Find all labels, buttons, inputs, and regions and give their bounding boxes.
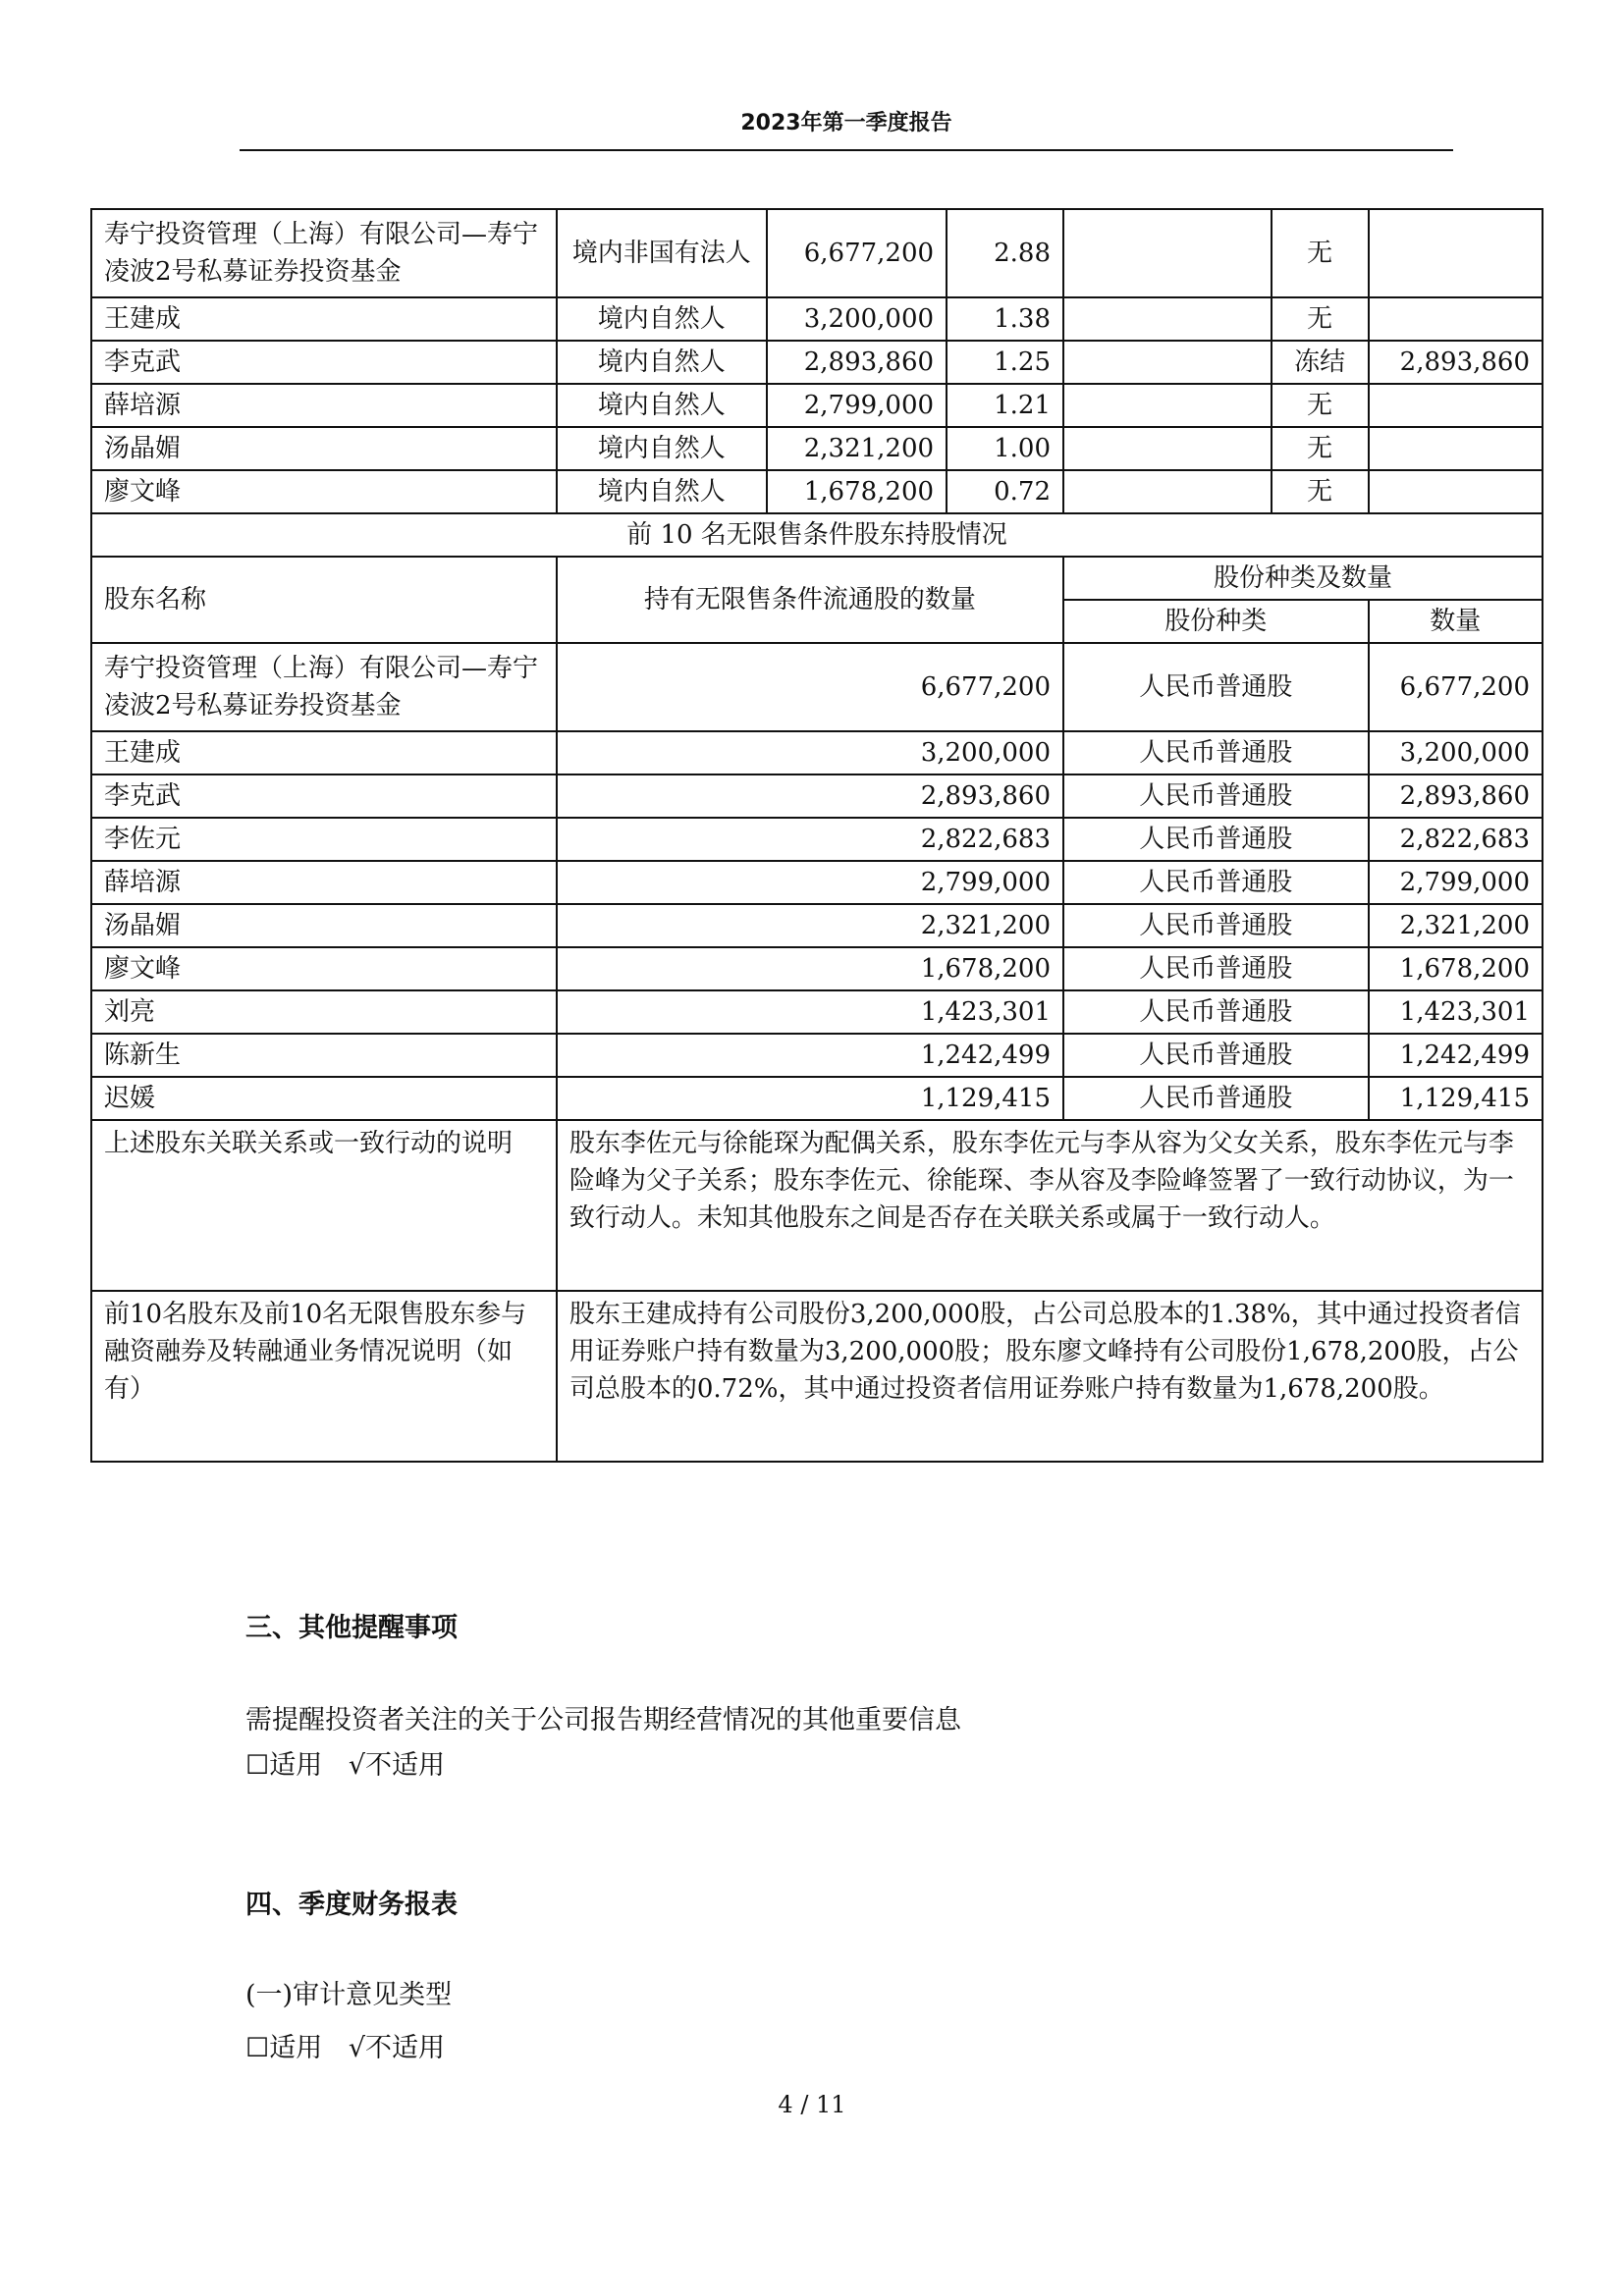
share-amount: 1,678,200 xyxy=(1369,947,1543,990)
table-row xyxy=(91,818,1543,861)
unrestricted-qty: 2,799,000 xyxy=(557,861,1063,904)
holder-nature: 境内自然人 xyxy=(557,297,767,341)
table-row xyxy=(91,1077,1543,1120)
holder-restricted xyxy=(1063,341,1272,384)
holder-name: 汤晶媚 xyxy=(91,427,557,470)
header-rule xyxy=(240,149,1453,151)
page-header: 2023年第一季度报告 xyxy=(740,111,952,135)
unrestricted-qty: 1,129,415 xyxy=(557,1077,1063,1120)
holder-ratio: 1.25 xyxy=(947,341,1063,384)
holder-ratio: 1.21 xyxy=(947,384,1063,427)
table-row xyxy=(91,470,1543,513)
unrestricted-qty: 1,678,200 xyxy=(557,947,1063,990)
relation-label: 上述股东关联关系或一致行动的说明 xyxy=(91,1120,557,1291)
shareholder-table xyxy=(90,208,1543,1463)
holder-name: 廖文峰 xyxy=(91,947,557,990)
holder-ratio: 1.00 xyxy=(947,427,1063,470)
col-holder-name: 股东名称 xyxy=(91,557,557,643)
share-amount: 1,423,301 xyxy=(1369,990,1543,1034)
share-type: 人民币普通股 xyxy=(1063,731,1369,774)
holder-name: 廖文峰 xyxy=(91,470,557,513)
holder-name: 陈新生 xyxy=(91,1034,557,1077)
unrestricted-title: 前 10 名无限售条件股东持股情况 xyxy=(91,513,1543,557)
holder-shares: 3,200,000 xyxy=(767,297,947,341)
table-row xyxy=(91,341,1543,384)
holder-shares: 2,893,860 xyxy=(767,341,947,384)
margin-text: 股东王建成持有公司股份3,200,000股，占公司总股本的1.38%，其中通过投资者信用证券账户持有数量为3,200,000股；股东廖文峰持有公司股份1,678,200股，占公司总股本的0.72%，其中通过投资者信用证券账户持有数量为1,678,200股。 xyxy=(557,1291,1543,1462)
holder-shares: 1,678,200 xyxy=(767,470,947,513)
share-type: 人民币普通股 xyxy=(1063,774,1369,818)
holder-nature: 境内自然人 xyxy=(557,341,767,384)
holder-pledge-status: 无 xyxy=(1272,384,1369,427)
section4-option-not-applicable[interactable]: √不适用 xyxy=(348,2033,446,2063)
holder-restricted xyxy=(1063,470,1272,513)
holder-restricted xyxy=(1063,384,1272,427)
section3-option-applicable[interactable]: ☐适用 xyxy=(245,1750,323,1781)
share-type: 人民币普通股 xyxy=(1063,643,1369,731)
share-type: 人民币普通股 xyxy=(1063,861,1369,904)
unrestricted-section xyxy=(91,513,1543,643)
share-type: 人民币普通股 xyxy=(1063,904,1369,947)
table-row xyxy=(91,643,1543,731)
section3-option-not-applicable[interactable]: √不适用 xyxy=(348,1750,446,1781)
table-row xyxy=(91,990,1543,1034)
table-row xyxy=(91,904,1543,947)
holder-name: 薛培源 xyxy=(91,861,557,904)
holder-nature: 境内自然人 xyxy=(557,384,767,427)
page-number: 4 / 11 xyxy=(778,2091,846,2118)
holder-name: 王建成 xyxy=(91,297,557,341)
section3-text: 需提醒投资者关注的关于公司报告期经营情况的其他重要信息 xyxy=(245,1705,961,1735)
holder-name: 李克武 xyxy=(91,774,557,818)
table-row xyxy=(91,209,1543,297)
unrestricted-qty: 1,423,301 xyxy=(557,990,1063,1034)
col-share-type: 股份种类 xyxy=(1063,600,1369,643)
table-row xyxy=(91,384,1543,427)
unrestricted-qty: 1,242,499 xyxy=(557,1034,1063,1077)
holder-name: 寿宁投资管理（上海）有限公司—寿宁凌波2号私募证券投资基金 xyxy=(91,209,557,297)
unrestricted-qty: 2,893,860 xyxy=(557,774,1063,818)
share-type: 人民币普通股 xyxy=(1063,1077,1369,1120)
share-amount: 6,677,200 xyxy=(1369,643,1543,731)
holder-nature: 境内自然人 xyxy=(557,470,767,513)
table-row xyxy=(91,297,1543,341)
holder-nature: 境内自然人 xyxy=(557,427,767,470)
unrestricted-qty: 3,200,000 xyxy=(557,731,1063,774)
holder-ratio: 1.38 xyxy=(947,297,1063,341)
unrestricted-qty: 2,822,683 xyxy=(557,818,1063,861)
holder-shares: 6,677,200 xyxy=(767,209,947,297)
col-unrestricted-qty: 持有无限售条件流通股的数量 xyxy=(557,557,1063,643)
holder-pledge-status: 无 xyxy=(1272,209,1369,297)
holder-shares: 2,321,200 xyxy=(767,427,947,470)
holder-name: 寿宁投资管理（上海）有限公司—寿宁凌波2号私募证券投资基金 xyxy=(91,643,557,731)
holder-name: 薛培源 xyxy=(91,384,557,427)
holder-pledge-status: 冻结 xyxy=(1272,341,1369,384)
section4-option-applicable[interactable]: ☐适用 xyxy=(245,2033,323,2063)
holder-restricted xyxy=(1063,209,1272,297)
section3-options xyxy=(245,1743,462,1782)
share-type: 人民币普通股 xyxy=(1063,947,1369,990)
share-type: 人民币普通股 xyxy=(1063,990,1369,1034)
unrestricted-qty: 2,321,200 xyxy=(557,904,1063,947)
section4-title: 四、季度财务报表 xyxy=(245,1890,458,1920)
holder-restricted xyxy=(1063,427,1272,470)
holder-pledge-status: 无 xyxy=(1272,297,1369,341)
section4-options xyxy=(245,2026,462,2064)
table-row xyxy=(91,731,1543,774)
share-type: 人民币普通股 xyxy=(1063,1034,1369,1077)
unrestricted-rows xyxy=(91,643,1543,1120)
holder-pledge-qty xyxy=(1369,427,1543,470)
section4-sub: (一)审计意见类型 xyxy=(245,1980,453,2010)
table-row xyxy=(91,861,1543,904)
share-amount: 2,822,683 xyxy=(1369,818,1543,861)
table-row xyxy=(91,774,1543,818)
holder-name: 王建成 xyxy=(91,731,557,774)
holder-pledge-qty xyxy=(1369,384,1543,427)
col-type-group: 股份种类及数量 xyxy=(1063,557,1543,600)
holder-pledge-qty: 2,893,860 xyxy=(1369,341,1543,384)
share-type: 人民币普通股 xyxy=(1063,818,1369,861)
holder-ratio: 2.88 xyxy=(947,209,1063,297)
holder-name: 迟媛 xyxy=(91,1077,557,1120)
holder-shares: 2,799,000 xyxy=(767,384,947,427)
table-row xyxy=(91,1034,1543,1077)
unrestricted-qty: 6,677,200 xyxy=(557,643,1063,731)
share-amount: 2,893,860 xyxy=(1369,774,1543,818)
top10-holders-body xyxy=(91,209,1543,513)
holder-name: 李佐元 xyxy=(91,818,557,861)
holder-nature: 境内非国有法人 xyxy=(557,209,767,297)
holder-name: 李克武 xyxy=(91,341,557,384)
section3-title: 三、其他提醒事项 xyxy=(245,1613,458,1643)
share-amount: 2,321,200 xyxy=(1369,904,1543,947)
relation-text: 股东李佐元与徐能琛为配偶关系，股东李佐元与李从容为父女关系，股东李佐元与李险峰为父子关系；股东李佐元、徐能琛、李从容及李险峰签署了一致行动协议，为一致行动人。未知其他股东之间是否存在关联关系或属于一致行动人。 xyxy=(557,1120,1543,1291)
holder-pledge-qty xyxy=(1369,209,1543,297)
col-share-amount: 数量 xyxy=(1369,600,1543,643)
table-row xyxy=(91,427,1543,470)
notes-section xyxy=(91,1120,1543,1462)
holder-pledge-qty xyxy=(1369,470,1543,513)
holder-name: 刘亮 xyxy=(91,990,557,1034)
holder-pledge-status: 无 xyxy=(1272,470,1369,513)
holder-restricted xyxy=(1063,297,1272,341)
share-amount: 1,129,415 xyxy=(1369,1077,1543,1120)
share-amount: 2,799,000 xyxy=(1369,861,1543,904)
holder-name: 汤晶媚 xyxy=(91,904,557,947)
holder-ratio: 0.72 xyxy=(947,470,1063,513)
share-amount: 1,242,499 xyxy=(1369,1034,1543,1077)
holder-pledge-status: 无 xyxy=(1272,427,1369,470)
holder-pledge-qty xyxy=(1369,297,1543,341)
margin-label: 前10名股东及前10名无限售股东参与融资融券及转融通业务情况说明（如有） xyxy=(91,1291,557,1462)
table-row xyxy=(91,947,1543,990)
share-amount: 3,200,000 xyxy=(1369,731,1543,774)
